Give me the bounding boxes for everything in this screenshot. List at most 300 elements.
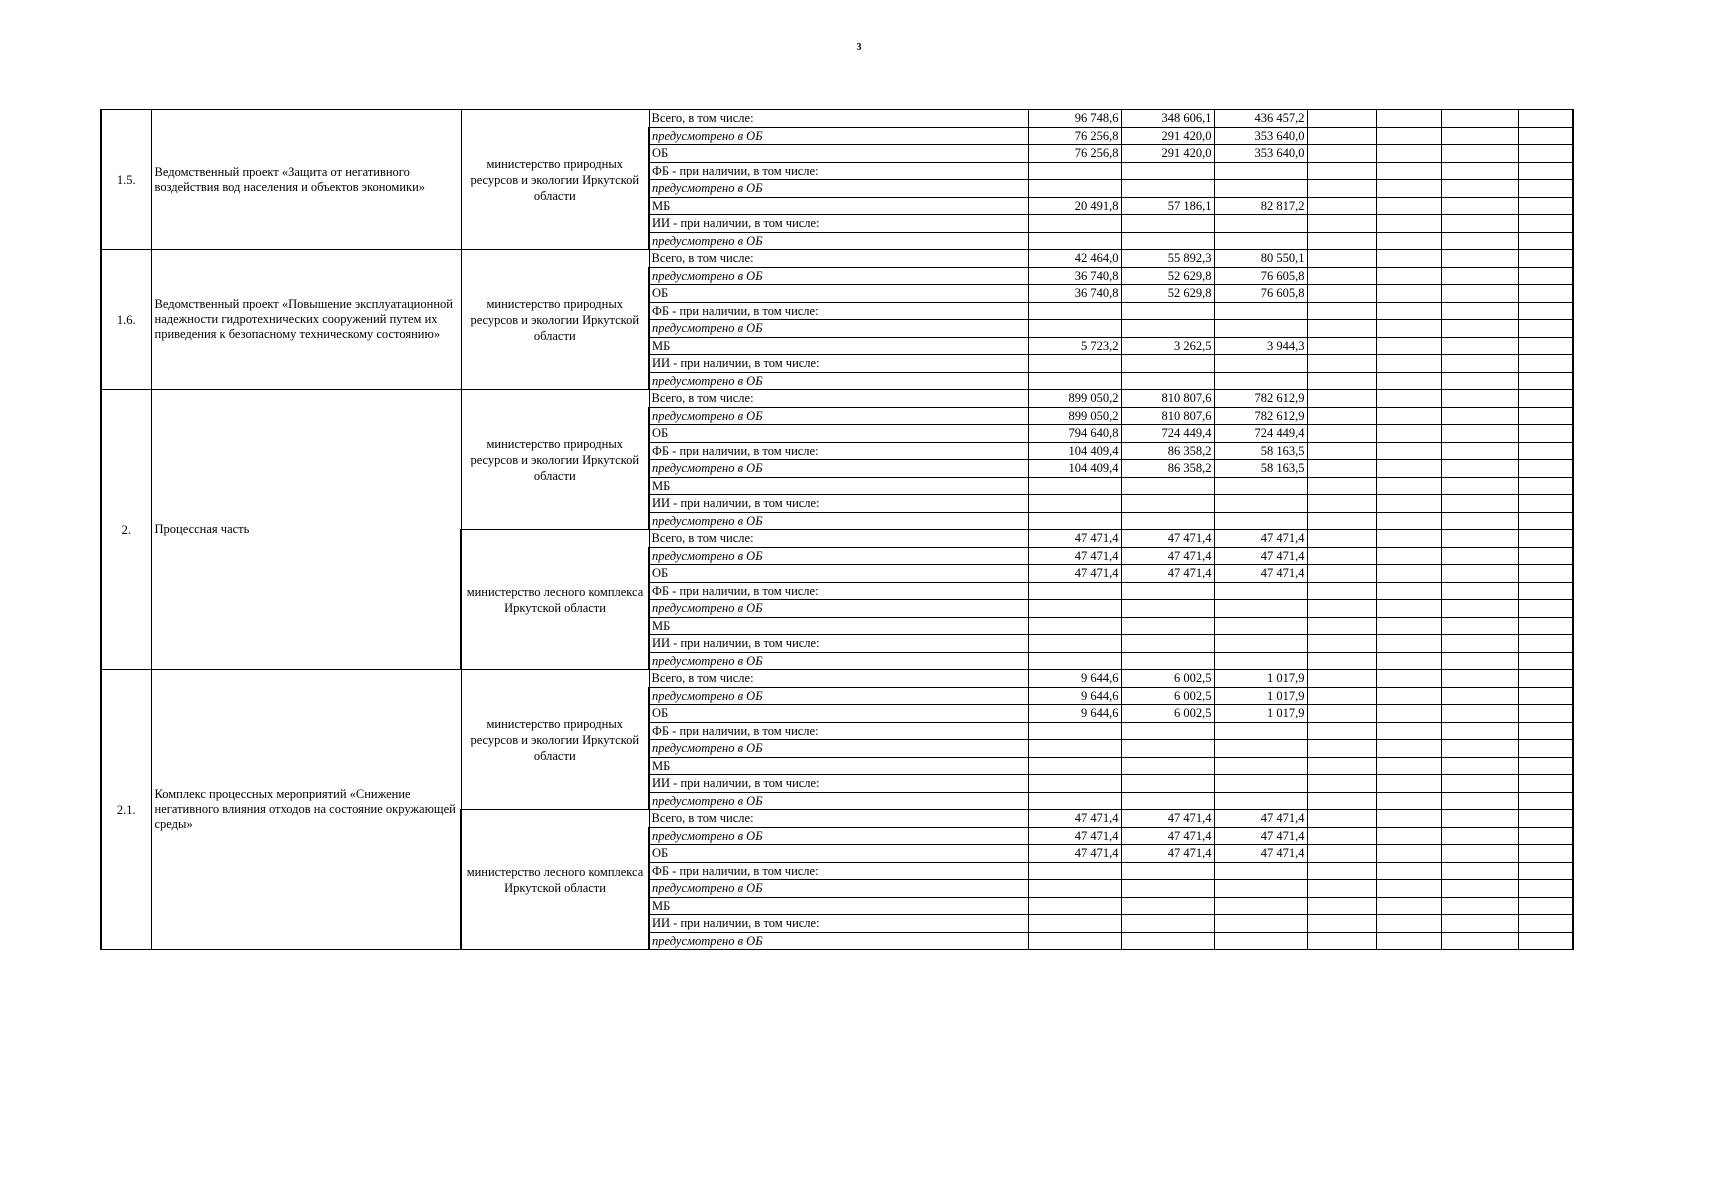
table-row bbox=[101, 390, 1573, 408]
amount-cell: 5 723,2 bbox=[1028, 337, 1121, 355]
empty-cell bbox=[1307, 932, 1376, 950]
empty-cell bbox=[1518, 512, 1573, 530]
empty-cell bbox=[1441, 845, 1518, 863]
empty-cell bbox=[1307, 827, 1376, 845]
amount-cell: 810 807,6 bbox=[1121, 407, 1214, 425]
amount-cell bbox=[1121, 775, 1214, 793]
empty-cell bbox=[1307, 582, 1376, 600]
executor-name: министерство лесного комплекса Иркутской области bbox=[461, 530, 649, 670]
amount-cell bbox=[1214, 320, 1307, 338]
empty-cell bbox=[1518, 757, 1573, 775]
amount-cell bbox=[1214, 162, 1307, 180]
empty-cell bbox=[1518, 215, 1573, 233]
empty-cell bbox=[1518, 495, 1573, 513]
amount-cell bbox=[1214, 302, 1307, 320]
amount-cell: 47 471,4 bbox=[1214, 547, 1307, 565]
amount-cell: 52 629,8 bbox=[1121, 285, 1214, 303]
empty-cell bbox=[1441, 565, 1518, 583]
empty-cell bbox=[1376, 827, 1441, 845]
amount-cell: 291 420,0 bbox=[1121, 145, 1214, 163]
empty-cell bbox=[1441, 162, 1518, 180]
funding-source: ОБ bbox=[649, 705, 1028, 723]
empty-cell bbox=[1376, 407, 1441, 425]
funding-source: Всего, в том числе: bbox=[649, 250, 1028, 268]
amount-cell: 47 471,4 bbox=[1028, 845, 1121, 863]
amount-cell bbox=[1121, 477, 1214, 495]
empty-cell bbox=[1376, 915, 1441, 933]
empty-cell bbox=[1441, 827, 1518, 845]
amount-cell bbox=[1028, 635, 1121, 653]
empty-cell bbox=[1376, 372, 1441, 390]
empty-cell bbox=[1307, 740, 1376, 758]
empty-cell bbox=[1441, 425, 1518, 443]
funding-source: ИИ - при наличии, в том числе: bbox=[649, 495, 1028, 513]
empty-cell bbox=[1307, 845, 1376, 863]
section-number: 2. bbox=[101, 390, 151, 670]
empty-cell bbox=[1307, 232, 1376, 250]
amount-cell bbox=[1214, 862, 1307, 880]
empty-cell bbox=[1307, 162, 1376, 180]
funding-source: предусмотрено в ОБ bbox=[649, 267, 1028, 285]
empty-cell bbox=[1441, 792, 1518, 810]
amount-cell bbox=[1214, 617, 1307, 635]
amount-cell bbox=[1121, 372, 1214, 390]
amount-cell: 76 605,8 bbox=[1214, 267, 1307, 285]
empty-cell bbox=[1441, 110, 1518, 128]
empty-cell bbox=[1376, 267, 1441, 285]
amount-cell bbox=[1028, 617, 1121, 635]
amount-cell bbox=[1121, 320, 1214, 338]
amount-cell bbox=[1028, 740, 1121, 758]
amount-cell bbox=[1028, 880, 1121, 898]
empty-cell bbox=[1518, 582, 1573, 600]
table-row bbox=[101, 250, 1573, 268]
funding-source: ИИ - при наличии, в том числе: bbox=[649, 355, 1028, 373]
empty-cell bbox=[1307, 915, 1376, 933]
funding-source: предусмотрено в ОБ bbox=[649, 932, 1028, 950]
empty-cell bbox=[1441, 687, 1518, 705]
empty-cell bbox=[1307, 495, 1376, 513]
empty-cell bbox=[1441, 670, 1518, 688]
amount-cell: 86 358,2 bbox=[1121, 442, 1214, 460]
amount-cell: 47 471,4 bbox=[1028, 827, 1121, 845]
amount-cell bbox=[1214, 652, 1307, 670]
amount-cell bbox=[1121, 215, 1214, 233]
funding-source: предусмотрено в ОБ bbox=[649, 407, 1028, 425]
empty-cell bbox=[1307, 355, 1376, 373]
executor-name: министерство природных ресурсов и экологии Иркутской области bbox=[461, 250, 649, 390]
amount-cell: 47 471,4 bbox=[1214, 827, 1307, 845]
table-row bbox=[101, 110, 1573, 128]
section-number: 1.6. bbox=[101, 250, 151, 390]
amount-cell: 9 644,6 bbox=[1028, 670, 1121, 688]
funding-source: ОБ bbox=[649, 425, 1028, 443]
empty-cell bbox=[1518, 880, 1573, 898]
amount-cell bbox=[1028, 162, 1121, 180]
empty-cell bbox=[1376, 687, 1441, 705]
empty-cell bbox=[1376, 565, 1441, 583]
amount-cell bbox=[1028, 722, 1121, 740]
funding-source: ФБ - при наличии, в том числе: bbox=[649, 302, 1028, 320]
amount-cell bbox=[1214, 355, 1307, 373]
empty-cell bbox=[1307, 250, 1376, 268]
empty-cell bbox=[1441, 600, 1518, 618]
amount-cell: 80 550,1 bbox=[1214, 250, 1307, 268]
empty-cell bbox=[1307, 337, 1376, 355]
empty-cell bbox=[1441, 302, 1518, 320]
amount-cell: 76 256,8 bbox=[1028, 145, 1121, 163]
empty-cell bbox=[1376, 425, 1441, 443]
amount-cell: 104 409,4 bbox=[1028, 442, 1121, 460]
amount-cell: 47 471,4 bbox=[1028, 530, 1121, 548]
table-body bbox=[101, 110, 1573, 950]
funding-source: ИИ - при наличии, в том числе: bbox=[649, 775, 1028, 793]
executor-name: министерство природных ресурсов и экологии Иркутской области bbox=[461, 670, 649, 810]
amount-cell: 353 640,0 bbox=[1214, 127, 1307, 145]
empty-cell bbox=[1518, 862, 1573, 880]
empty-cell bbox=[1441, 810, 1518, 828]
empty-cell bbox=[1518, 127, 1573, 145]
empty-cell bbox=[1441, 390, 1518, 408]
funding-source: предусмотрено в ОБ bbox=[649, 652, 1028, 670]
empty-cell bbox=[1441, 617, 1518, 635]
funding-source: предусмотрено в ОБ bbox=[649, 740, 1028, 758]
funding-source: ОБ bbox=[649, 145, 1028, 163]
empty-cell bbox=[1376, 722, 1441, 740]
empty-cell bbox=[1441, 145, 1518, 163]
amount-cell bbox=[1214, 880, 1307, 898]
funding-source: предусмотрено в ОБ bbox=[649, 127, 1028, 145]
amount-cell: 96 748,6 bbox=[1028, 110, 1121, 128]
amount-cell bbox=[1214, 512, 1307, 530]
amount-cell: 36 740,8 bbox=[1028, 285, 1121, 303]
amount-cell: 353 640,0 bbox=[1214, 145, 1307, 163]
empty-cell bbox=[1518, 915, 1573, 933]
funding-source: МБ bbox=[649, 477, 1028, 495]
empty-cell bbox=[1441, 267, 1518, 285]
empty-cell bbox=[1376, 477, 1441, 495]
amount-cell: 1 017,9 bbox=[1214, 687, 1307, 705]
empty-cell bbox=[1441, 897, 1518, 915]
amount-cell bbox=[1121, 495, 1214, 513]
amount-cell: 47 471,4 bbox=[1121, 565, 1214, 583]
amount-cell bbox=[1214, 582, 1307, 600]
executor-name: министерство лесного комплекса Иркутской области bbox=[461, 810, 649, 950]
amount-cell bbox=[1028, 792, 1121, 810]
section-name: Процессная часть bbox=[151, 390, 461, 670]
empty-cell bbox=[1307, 617, 1376, 635]
empty-cell bbox=[1376, 180, 1441, 198]
amount-cell bbox=[1028, 757, 1121, 775]
amount-cell: 47 471,4 bbox=[1214, 845, 1307, 863]
empty-cell bbox=[1518, 932, 1573, 950]
amount-cell bbox=[1028, 495, 1121, 513]
amount-cell bbox=[1028, 915, 1121, 933]
empty-cell bbox=[1518, 775, 1573, 793]
funding-source: МБ bbox=[649, 757, 1028, 775]
amount-cell: 47 471,4 bbox=[1121, 547, 1214, 565]
amount-cell: 899 050,2 bbox=[1028, 390, 1121, 408]
funding-source: предусмотрено в ОБ bbox=[649, 687, 1028, 705]
empty-cell bbox=[1518, 897, 1573, 915]
empty-cell bbox=[1441, 547, 1518, 565]
amount-cell bbox=[1121, 232, 1214, 250]
amount-cell: 76 256,8 bbox=[1028, 127, 1121, 145]
empty-cell bbox=[1441, 337, 1518, 355]
amount-cell: 436 457,2 bbox=[1214, 110, 1307, 128]
empty-cell bbox=[1376, 530, 1441, 548]
amount-cell bbox=[1028, 215, 1121, 233]
amount-cell: 724 449,4 bbox=[1214, 425, 1307, 443]
amount-cell bbox=[1028, 232, 1121, 250]
funding-source: ОБ bbox=[649, 845, 1028, 863]
empty-cell bbox=[1307, 285, 1376, 303]
empty-cell bbox=[1376, 932, 1441, 950]
amount-cell: 47 471,4 bbox=[1214, 810, 1307, 828]
amount-cell bbox=[1214, 775, 1307, 793]
empty-cell bbox=[1307, 757, 1376, 775]
amount-cell bbox=[1121, 862, 1214, 880]
amount-cell bbox=[1028, 355, 1121, 373]
empty-cell bbox=[1441, 915, 1518, 933]
amount-cell: 291 420,0 bbox=[1121, 127, 1214, 145]
empty-cell bbox=[1307, 722, 1376, 740]
empty-cell bbox=[1518, 145, 1573, 163]
empty-cell bbox=[1307, 425, 1376, 443]
empty-cell bbox=[1441, 355, 1518, 373]
amount-cell: 724 449,4 bbox=[1121, 425, 1214, 443]
funding-source: МБ bbox=[649, 897, 1028, 915]
empty-cell bbox=[1518, 460, 1573, 478]
empty-cell bbox=[1307, 775, 1376, 793]
empty-cell bbox=[1376, 495, 1441, 513]
empty-cell bbox=[1518, 267, 1573, 285]
amount-cell: 9 644,6 bbox=[1028, 705, 1121, 723]
funding-source: ИИ - при наличии, в том числе: bbox=[649, 215, 1028, 233]
empty-cell bbox=[1441, 197, 1518, 215]
empty-cell bbox=[1518, 442, 1573, 460]
amount-cell: 810 807,6 bbox=[1121, 390, 1214, 408]
empty-cell bbox=[1376, 775, 1441, 793]
amount-cell bbox=[1121, 915, 1214, 933]
empty-cell bbox=[1518, 110, 1573, 128]
empty-cell bbox=[1307, 372, 1376, 390]
empty-cell bbox=[1376, 145, 1441, 163]
empty-cell bbox=[1307, 197, 1376, 215]
amount-cell bbox=[1214, 722, 1307, 740]
amount-cell bbox=[1121, 162, 1214, 180]
amount-cell: 55 892,3 bbox=[1121, 250, 1214, 268]
empty-cell bbox=[1376, 635, 1441, 653]
empty-cell bbox=[1518, 162, 1573, 180]
amount-cell bbox=[1121, 792, 1214, 810]
empty-cell bbox=[1307, 862, 1376, 880]
empty-cell bbox=[1307, 635, 1376, 653]
amount-cell bbox=[1028, 180, 1121, 198]
amount-cell: 47 471,4 bbox=[1028, 810, 1121, 828]
amount-cell bbox=[1214, 495, 1307, 513]
empty-cell bbox=[1307, 390, 1376, 408]
amount-cell bbox=[1121, 722, 1214, 740]
funding-source: ИИ - при наличии, в том числе: bbox=[649, 915, 1028, 933]
amount-cell: 104 409,4 bbox=[1028, 460, 1121, 478]
funding-source: МБ bbox=[649, 337, 1028, 355]
empty-cell bbox=[1518, 530, 1573, 548]
empty-cell bbox=[1376, 460, 1441, 478]
amount-cell bbox=[1028, 372, 1121, 390]
funding-source: предусмотрено в ОБ bbox=[649, 827, 1028, 845]
amount-cell bbox=[1121, 302, 1214, 320]
empty-cell bbox=[1518, 792, 1573, 810]
funding-source: МБ bbox=[649, 617, 1028, 635]
amount-cell bbox=[1214, 915, 1307, 933]
amount-cell bbox=[1121, 180, 1214, 198]
funding-source: предусмотрено в ОБ bbox=[649, 792, 1028, 810]
empty-cell bbox=[1376, 337, 1441, 355]
empty-cell bbox=[1518, 477, 1573, 495]
empty-cell bbox=[1307, 477, 1376, 495]
amount-cell: 794 640,8 bbox=[1028, 425, 1121, 443]
amount-cell bbox=[1121, 617, 1214, 635]
empty-cell bbox=[1518, 845, 1573, 863]
amount-cell: 20 491,8 bbox=[1028, 197, 1121, 215]
amount-cell: 9 644,6 bbox=[1028, 687, 1121, 705]
empty-cell bbox=[1441, 880, 1518, 898]
empty-cell bbox=[1441, 180, 1518, 198]
empty-cell bbox=[1307, 460, 1376, 478]
funding-source: предусмотрено в ОБ bbox=[649, 460, 1028, 478]
empty-cell bbox=[1307, 127, 1376, 145]
empty-cell bbox=[1518, 407, 1573, 425]
empty-cell bbox=[1376, 582, 1441, 600]
empty-cell bbox=[1518, 827, 1573, 845]
empty-cell bbox=[1518, 180, 1573, 198]
empty-cell bbox=[1307, 215, 1376, 233]
empty-cell bbox=[1441, 215, 1518, 233]
amount-cell bbox=[1214, 635, 1307, 653]
empty-cell bbox=[1307, 897, 1376, 915]
empty-cell bbox=[1441, 932, 1518, 950]
empty-cell bbox=[1307, 705, 1376, 723]
funding-source: предусмотрено в ОБ bbox=[649, 600, 1028, 618]
budget-table bbox=[100, 109, 1574, 950]
amount-cell bbox=[1121, 652, 1214, 670]
empty-cell bbox=[1376, 285, 1441, 303]
amount-cell bbox=[1028, 302, 1121, 320]
section-name: Комплекс процессных мероприятий «Снижение негативного влияния отходов на состояние окружающей среды» bbox=[151, 670, 461, 950]
amount-cell: 3 944,3 bbox=[1214, 337, 1307, 355]
empty-cell bbox=[1307, 652, 1376, 670]
executor-name: министерство природных ресурсов и экологии Иркутской области bbox=[461, 390, 649, 530]
empty-cell bbox=[1518, 617, 1573, 635]
empty-cell bbox=[1518, 810, 1573, 828]
empty-cell bbox=[1518, 600, 1573, 618]
funding-source: Всего, в том числе: bbox=[649, 810, 1028, 828]
empty-cell bbox=[1307, 600, 1376, 618]
empty-cell bbox=[1376, 512, 1441, 530]
empty-cell bbox=[1441, 250, 1518, 268]
funding-source: ФБ - при наличии, в том числе: bbox=[649, 162, 1028, 180]
section-name: Ведомственный проект «Защита от негативного воздействия вод населения и объектов экономики» bbox=[151, 110, 461, 250]
empty-cell bbox=[1441, 635, 1518, 653]
amount-cell: 3 262,5 bbox=[1121, 337, 1214, 355]
empty-cell bbox=[1376, 390, 1441, 408]
empty-cell bbox=[1441, 740, 1518, 758]
empty-cell bbox=[1376, 845, 1441, 863]
empty-cell bbox=[1376, 355, 1441, 373]
empty-cell bbox=[1441, 705, 1518, 723]
empty-cell bbox=[1376, 127, 1441, 145]
empty-cell bbox=[1518, 232, 1573, 250]
amount-cell bbox=[1121, 897, 1214, 915]
funding-source: Всего, в том числе: bbox=[649, 530, 1028, 548]
empty-cell bbox=[1441, 512, 1518, 530]
amount-cell: 782 612,9 bbox=[1214, 390, 1307, 408]
funding-source: Всего, в том числе: bbox=[649, 110, 1028, 128]
empty-cell bbox=[1441, 775, 1518, 793]
amount-cell: 47 471,4 bbox=[1121, 827, 1214, 845]
empty-cell bbox=[1376, 652, 1441, 670]
amount-cell bbox=[1028, 652, 1121, 670]
empty-cell bbox=[1307, 530, 1376, 548]
empty-cell bbox=[1518, 302, 1573, 320]
funding-source: предусмотрено в ОБ bbox=[649, 512, 1028, 530]
amount-cell: 782 612,9 bbox=[1214, 407, 1307, 425]
amount-cell bbox=[1214, 180, 1307, 198]
amount-cell: 47 471,4 bbox=[1028, 547, 1121, 565]
amount-cell: 1 017,9 bbox=[1214, 670, 1307, 688]
empty-cell bbox=[1441, 757, 1518, 775]
amount-cell: 6 002,5 bbox=[1121, 687, 1214, 705]
empty-cell bbox=[1441, 407, 1518, 425]
empty-cell bbox=[1307, 687, 1376, 705]
empty-cell bbox=[1307, 407, 1376, 425]
section-number: 1.5. bbox=[101, 110, 151, 250]
amount-cell bbox=[1028, 320, 1121, 338]
amount-cell bbox=[1214, 477, 1307, 495]
empty-cell bbox=[1376, 792, 1441, 810]
amount-cell: 86 358,2 bbox=[1121, 460, 1214, 478]
funding-source: ФБ - при наличии, в том числе: bbox=[649, 862, 1028, 880]
funding-source: ФБ - при наличии, в том числе: bbox=[649, 442, 1028, 460]
empty-cell bbox=[1518, 547, 1573, 565]
funding-source: ИИ - при наличии, в том числе: bbox=[649, 635, 1028, 653]
funding-source: МБ bbox=[649, 197, 1028, 215]
amount-cell bbox=[1121, 757, 1214, 775]
empty-cell bbox=[1376, 810, 1441, 828]
amount-cell: 47 471,4 bbox=[1121, 530, 1214, 548]
funding-source: предусмотрено в ОБ bbox=[649, 320, 1028, 338]
funding-source: предусмотрено в ОБ bbox=[649, 880, 1028, 898]
amount-cell: 76 605,8 bbox=[1214, 285, 1307, 303]
empty-cell bbox=[1307, 810, 1376, 828]
empty-cell bbox=[1376, 215, 1441, 233]
empty-cell bbox=[1376, 302, 1441, 320]
empty-cell bbox=[1307, 320, 1376, 338]
amount-cell bbox=[1214, 232, 1307, 250]
empty-cell bbox=[1307, 442, 1376, 460]
amount-cell: 6 002,5 bbox=[1121, 705, 1214, 723]
amount-cell: 6 002,5 bbox=[1121, 670, 1214, 688]
empty-cell bbox=[1518, 355, 1573, 373]
amount-cell: 47 471,4 bbox=[1121, 845, 1214, 863]
empty-cell bbox=[1441, 372, 1518, 390]
empty-cell bbox=[1307, 880, 1376, 898]
empty-cell bbox=[1518, 722, 1573, 740]
empty-cell bbox=[1518, 670, 1573, 688]
empty-cell bbox=[1376, 250, 1441, 268]
amount-cell: 36 740,8 bbox=[1028, 267, 1121, 285]
